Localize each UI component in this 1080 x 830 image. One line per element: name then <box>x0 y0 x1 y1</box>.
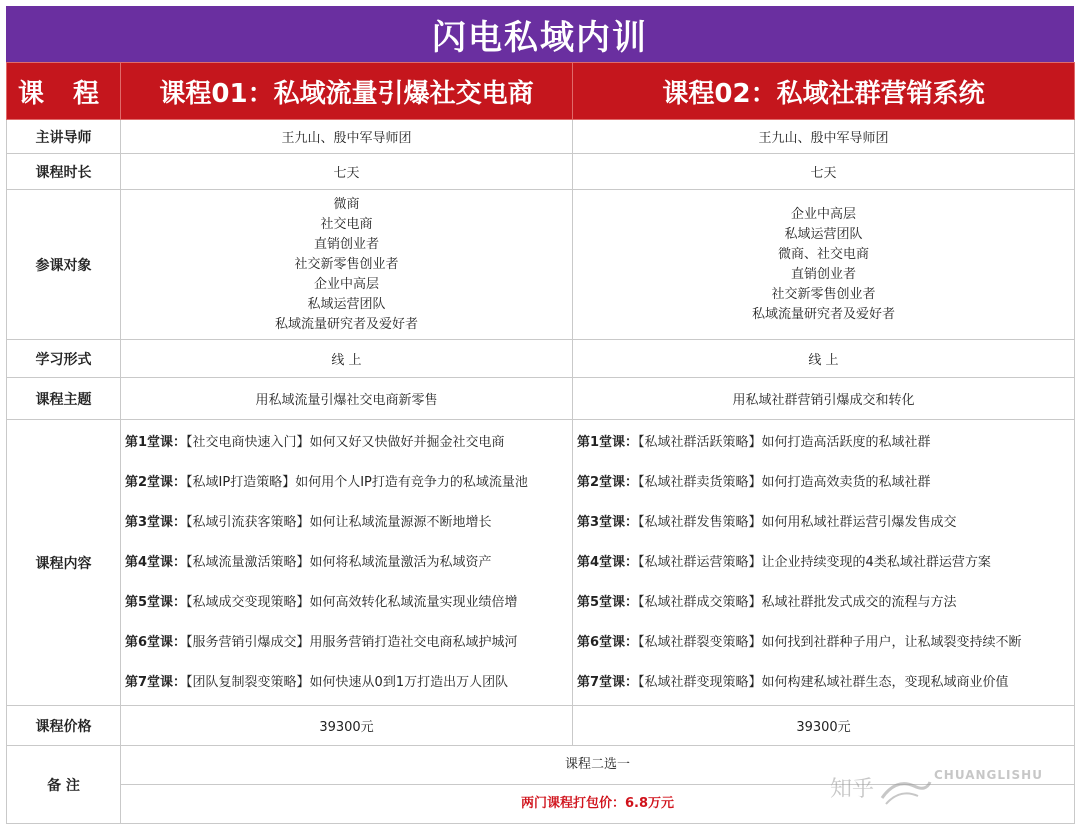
list-item: 企业中高层 <box>790 206 856 222</box>
list-item: 企业中高层 <box>313 276 379 292</box>
list-item: 私域运营团队 <box>307 296 386 312</box>
cell-value: 七天 <box>573 154 1075 190</box>
row-label: 课程主题 <box>7 378 121 420</box>
package-price: 两门课程打包价：6.8万元 <box>520 796 675 811</box>
lesson-item: 第6堂课：【服务营销引爆成交】用服务营销打造社交电商私域护城河 <box>125 634 518 650</box>
list-item: 私域运营团队 <box>784 226 863 242</box>
audience-list-1 <box>121 190 573 340</box>
lesson-item: 第6堂课：【私域社群裂变策略】如何找到社群种子用户，让私域裂变持续不断 <box>577 634 1022 650</box>
lesson-item: 第3堂课：【私域社群发售策略】如何用私域社群运营引爆发售成交 <box>577 514 957 530</box>
row-label: 课程内容 <box>7 420 121 706</box>
watermark-brand: CHUANGLISHU <box>934 768 1043 782</box>
list-item: 微商 <box>333 196 360 212</box>
cell-value: 王九山、殷中军导师团 <box>121 120 573 154</box>
course2-title: 课程02：私域社群营销系统 <box>573 63 1075 120</box>
course-table <box>6 62 1075 824</box>
lesson-item: 第1堂课：【私域社群活跃策略】如何打造高活跃度的私域社群 <box>577 434 931 450</box>
course-comparison <box>6 6 1074 824</box>
cell-value: 用私域流量引爆社交电商新零售 <box>121 378 573 420</box>
list-item: 私域流量研究者及爱好者 <box>274 316 418 332</box>
lesson-item: 第1堂课：【社交电商快速入门】如何又好又快做好并掘金社交电商 <box>125 434 505 450</box>
row-label: 主讲导师 <box>7 120 121 154</box>
lesson-item: 第7堂课：【团队复制裂变策略】如何快速从0到1万打造出万人团队 <box>125 674 509 690</box>
duration-row <box>7 154 1075 190</box>
row-label: 备 注 <box>7 746 121 824</box>
content-row <box>7 420 1075 706</box>
format-row <box>7 340 1075 378</box>
lesson-item: 第5堂课：【私域成交变现策略】如何高效转化私域流量实现业绩倍增 <box>125 594 518 610</box>
course1-title: 课程01：私域流量引爆社交电商 <box>121 63 573 120</box>
list-item: 社交电商 <box>320 216 373 232</box>
list-item: 微商、社交电商 <box>777 246 869 262</box>
lesson-item: 第2堂课：【私域社群卖货策略】如何打造高效卖货的私域社群 <box>577 474 931 490</box>
note-line: 课程二选一 <box>121 746 1074 785</box>
list-item: 直销创业者 <box>313 236 379 252</box>
list-item: 社交新零售创业者 <box>771 286 876 302</box>
lesson-list-2 <box>573 420 1075 706</box>
note-cell <box>121 746 1075 824</box>
cell-value: 线 上 <box>121 340 573 378</box>
cell-value: 王九山、殷中军导师团 <box>573 120 1075 154</box>
header-label: 课 程 <box>7 63 121 120</box>
lesson-list-1 <box>121 420 573 706</box>
audience-row <box>7 190 1075 340</box>
watermark-text: 知乎 <box>830 777 875 802</box>
list-item: 直销创业者 <box>790 266 856 282</box>
cell-value: 用私域社群营销引爆成交和转化 <box>573 378 1075 420</box>
lesson-item: 第7堂课：【私域社群变现策略】如何构建私域社群生态，变现私域商业价值 <box>577 674 1009 690</box>
lesson-item: 第4堂课：【私域流量激活策略】如何将私域流量激活为私域资产 <box>125 554 492 570</box>
audience-list-2 <box>573 190 1075 340</box>
teacher-row <box>7 120 1075 154</box>
cell-value: 39300元 <box>573 706 1075 746</box>
header-row <box>7 63 1075 120</box>
cell-value: 39300元 <box>121 706 573 746</box>
lesson-item: 第3堂课：【私域引流获客策略】如何让私域流量源源不断地增长 <box>125 514 492 530</box>
row-label: 课程价格 <box>7 706 121 746</box>
theme-row <box>7 378 1075 420</box>
note-row <box>7 746 1075 824</box>
list-item: 私域流量研究者及爱好者 <box>751 306 895 322</box>
price-row <box>7 706 1075 746</box>
list-item: 社交新零售创业者 <box>294 256 399 272</box>
lesson-item: 第4堂课：【私域社群运营策略】让企业持续变现的4类私域社群运营方案 <box>577 554 991 570</box>
row-label: 学习形式 <box>7 340 121 378</box>
row-label: 参课对象 <box>7 190 121 340</box>
cell-value: 七天 <box>121 154 573 190</box>
page-title: 闪电私域内训 <box>6 6 1074 62</box>
cell-value: 线 上 <box>573 340 1075 378</box>
row-label: 课程时长 <box>7 154 121 190</box>
lesson-item: 第5堂课：【私域社群成交策略】私域社群批发式成交的流程与方法 <box>577 594 957 610</box>
lesson-item: 第2堂课：【私域IP打造策略】如何用个人IP打造有竞争力的私域流量池 <box>125 474 528 490</box>
